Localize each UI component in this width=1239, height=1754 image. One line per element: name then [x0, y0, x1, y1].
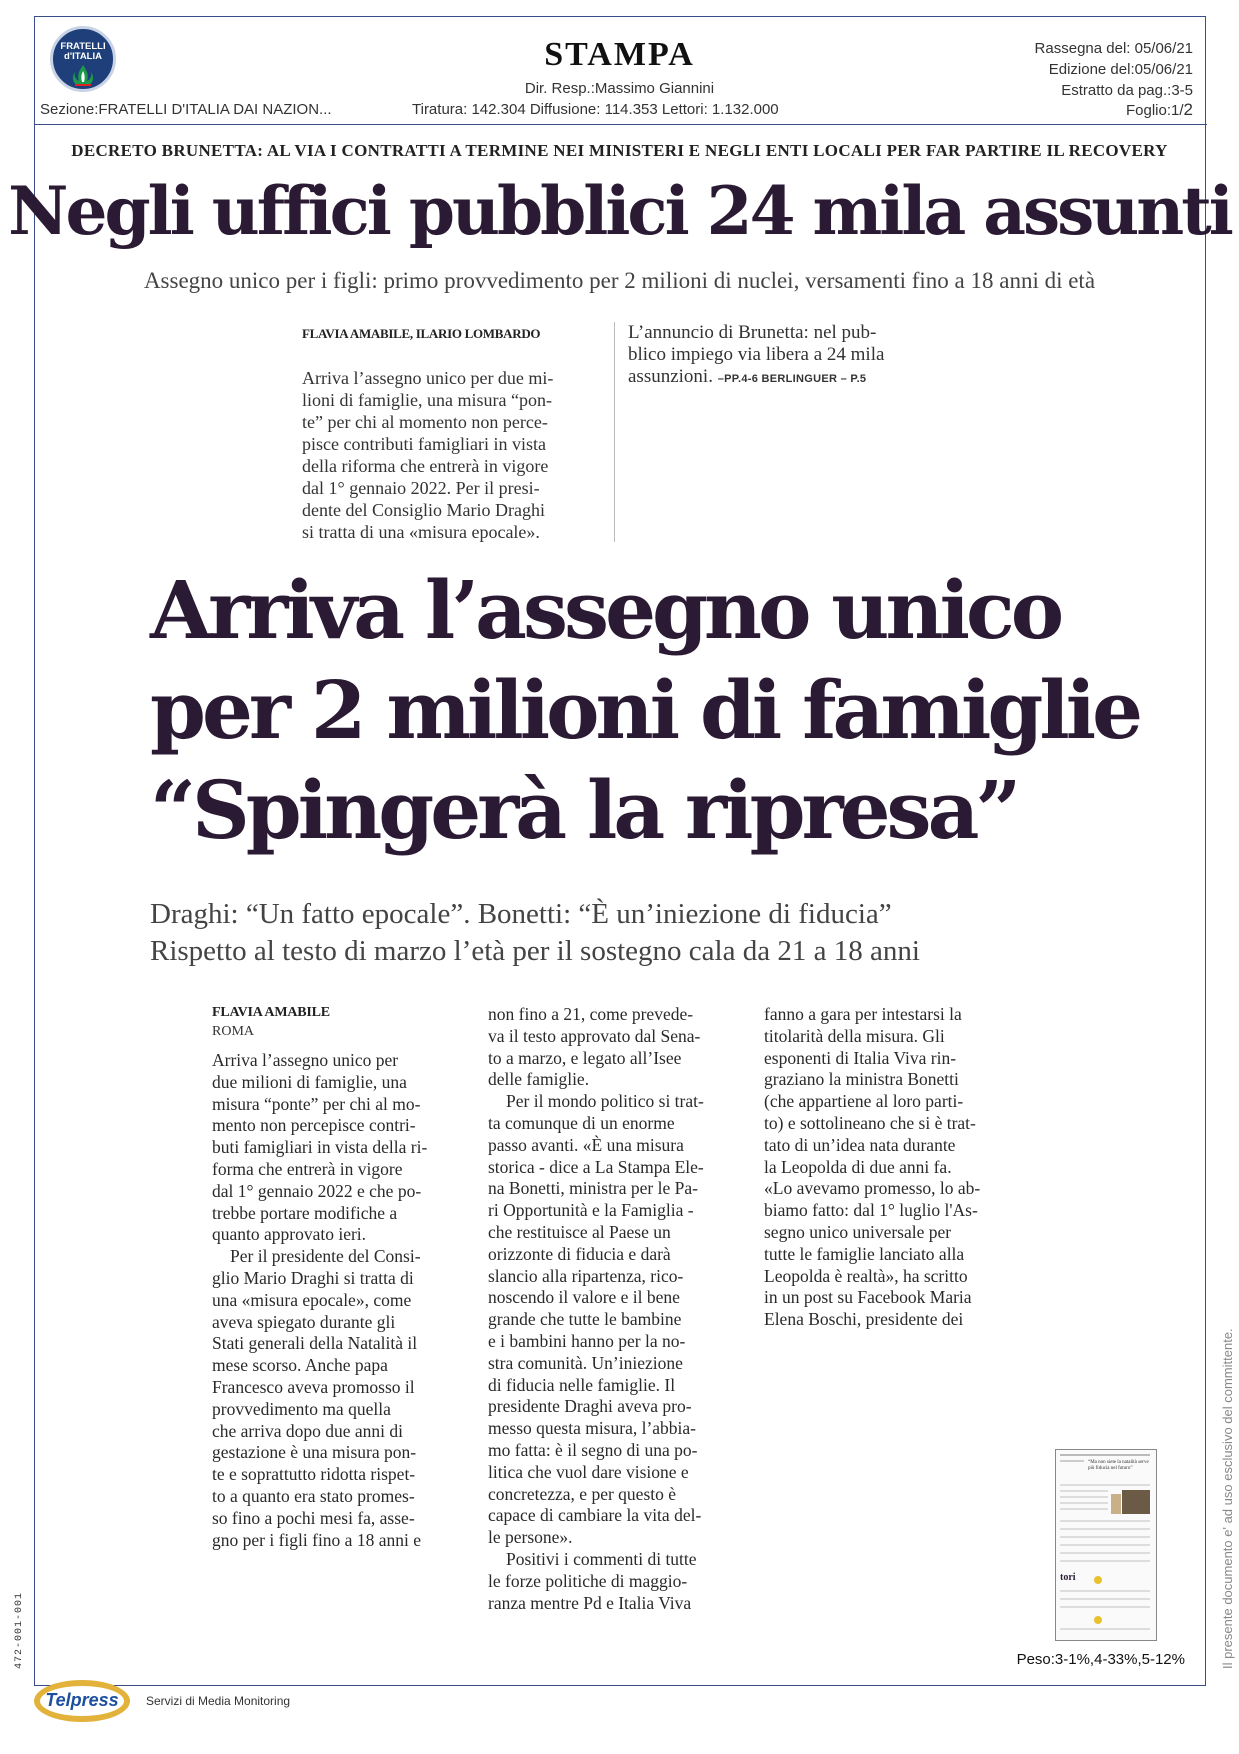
document-code: 472-001-001 — [14, 1591, 25, 1669]
body-line: na Bonetti, ministra per le Pa- — [488, 1178, 698, 1199]
body-line: buti famigliari in vista della ri- — [212, 1137, 428, 1158]
teaser-line: dal 1° gennaio 2022. Per il presi- — [302, 478, 540, 498]
thumbnail-rule — [1060, 1484, 1150, 1486]
circulation-stats: Tiratura: 142.304 Diffusione: 114.353 Lettori: 1.132.000 — [412, 101, 779, 118]
thumbnail-word: tori — [1060, 1572, 1076, 1583]
body-line: che arriva dopo due anni di — [212, 1420, 403, 1441]
body-line: non fino a 21, come prevede- — [488, 1004, 694, 1024]
body-column-3 — [764, 1004, 1016, 1331]
logo-text-line2: d'ITALIA — [64, 51, 102, 62]
body-line: orizzonte di fiducia e darà — [488, 1243, 671, 1264]
body-line: va il testo approvato dal Sena- — [488, 1025, 701, 1046]
teaser2-line: L’annuncio di Brunetta: nel pub- — [628, 322, 877, 343]
director-line: Dir. Resp.:Massimo Giannini — [524, 80, 715, 97]
page-reference: –PP.4-6 BERLINGUER – P.5 — [717, 373, 867, 385]
thumbnail-rule — [1060, 1460, 1084, 1462]
body-line: to a quanto era stato promes- — [212, 1485, 415, 1506]
page-thumbnail — [1055, 1449, 1157, 1641]
main-headline-line: Arriva l’assegno unico — [150, 563, 1061, 657]
body-line: passo avanti. «È una misura — [488, 1134, 684, 1155]
body-line: Leopolda è realtà», ha scritto — [764, 1265, 968, 1286]
body-line: capace di cambiare la vita del- — [488, 1505, 702, 1526]
thumbnail-rule — [1060, 1520, 1150, 1522]
body-line: ranza mentre Pd e Italia Viva — [488, 1592, 692, 1613]
summary-line: Draghi: “Un fatto epocale”. Bonetti: “È un’iniezione di fiducia” — [150, 898, 892, 930]
body-line: glio Mario Draghi si tratta di — [212, 1267, 414, 1288]
body-line: le forze politiche di maggio- — [488, 1570, 688, 1591]
section-label: Sezione:FRATELLI D'ITALIA DAI NAZION... — [40, 101, 332, 118]
article-headline-top: Negli uffici pubblici 24 mila assunti — [8, 172, 1231, 250]
body-line: segno unico universale per — [764, 1221, 952, 1242]
body-line: slancio alla ripartenza, rico- — [488, 1265, 684, 1286]
teaser2-line: assunzioni. — [628, 366, 713, 387]
thumbnail-rule — [1060, 1598, 1150, 1600]
body-line: in un post su Facebook Maria — [764, 1287, 972, 1308]
body-line: esponenti di Italia Viva rin- — [764, 1047, 957, 1068]
body-line: noscendo il valore e il bene — [488, 1287, 680, 1308]
body-line: Arriva l’assegno unico per — [212, 1050, 399, 1070]
body-line: messo questa misura, l’abbia- — [488, 1418, 697, 1439]
thumbnail-rule — [1060, 1560, 1150, 1562]
body-line: quanto approvato ieri. — [212, 1224, 367, 1245]
body-line: mento non percepisce contri- — [212, 1115, 416, 1136]
body-line: aveva spiegato durante gli — [212, 1311, 396, 1332]
teaser-line: Arriva l’assegno unico per due mi- — [302, 368, 554, 388]
body-line: mo fatta: è il segno di una po- — [488, 1439, 698, 1460]
teaser-line: lioni di famiglie, una misura “pon- — [302, 390, 552, 410]
header-dates — [1035, 38, 1193, 101]
body-line: gno per i figli fino a 18 anni e — [212, 1529, 421, 1550]
body-line: Positivi i commenti di tutte — [506, 1548, 697, 1569]
body-line: biamo fatto: dal 1° luglio l'As- — [764, 1200, 978, 1221]
body-line: ta comunque di un enorme — [488, 1112, 675, 1133]
body-line: Per il presidente del Consi- — [230, 1246, 421, 1267]
thumbnail-headline: “Ma non siete la natalità serve più fiducia nel futuro” — [1088, 1460, 1149, 1471]
thumbnail-badge-icon — [1094, 1616, 1102, 1624]
byline-main: FLAVIA AMABILE — [212, 1005, 330, 1020]
body-line: di fiducia nelle famiglie. Il — [488, 1374, 676, 1395]
thumbnail-rule — [1060, 1490, 1108, 1492]
body-line: Francesco aveva promosso il — [212, 1376, 415, 1397]
weight-percentages: Peso:3-1%,4-33%,5-12% — [1016, 1651, 1185, 1668]
body-line: dal 1° gennaio 2022 e che po- — [212, 1180, 422, 1201]
body-line: tutte le famiglie lanciato alla — [764, 1243, 965, 1264]
body-line: Stati generali della Natalità il — [212, 1333, 418, 1354]
body-line: forma che entrerà in vigore — [212, 1158, 403, 1179]
column-divider — [614, 322, 615, 542]
body-line: provvedimento ma quella — [212, 1398, 391, 1419]
sheet-label: Foglio:1/ — [1125, 102, 1184, 119]
thumbnail-rule — [1060, 1590, 1150, 1592]
main-headline-line: “Spingerà la ripresa” — [150, 763, 1018, 857]
body-column-2 — [488, 1004, 740, 1614]
telpress-logo — [34, 1680, 130, 1722]
teaser-line: dente del Consiglio Mario Draghi — [302, 500, 545, 520]
teaser-line: si tratta di una «misura epocale». — [302, 522, 540, 542]
body-line: Elena Boschi, presidente dei — [764, 1309, 964, 1330]
thumbnail-rule — [1060, 1508, 1108, 1510]
body-line: grande che tutte le bambine — [488, 1309, 682, 1330]
teaser-text — [302, 367, 602, 543]
body-line: to a marzo, e legato all’Isee — [488, 1047, 682, 1068]
footer-services: Servizi di Media Monitoring — [146, 1694, 291, 1708]
byline-top: FLAVIA AMABILE, ILARIO LOMBARDO — [302, 326, 541, 341]
sheet-number — [1126, 100, 1193, 120]
usage-notice: Il presente documento e' ad uso esclusivo del committente. — [1220, 1328, 1235, 1669]
headline-summary — [150, 896, 1110, 970]
body-line: le persone». — [488, 1527, 573, 1548]
body-line: presidente Draghi aveva pro- — [488, 1396, 692, 1417]
body-line: concretezza, e per questo è — [488, 1483, 677, 1504]
thumbnail-photo — [1111, 1494, 1121, 1514]
body-line: to) e sottolineano che si è trat- — [764, 1112, 976, 1133]
body-line: te e soprattutto ridotta rispet- — [212, 1464, 416, 1485]
telpress-logo-text: Telpress — [45, 1690, 119, 1710]
body-line: litica che vuol dare visione e — [488, 1461, 689, 1482]
estratto-pages: Estratto da pag.:3-5 — [1061, 82, 1193, 99]
body-line: delle famiglie. — [488, 1069, 590, 1090]
body-line: e i bambini hanno per la no- — [488, 1330, 686, 1351]
header-divider — [34, 124, 1207, 125]
body-line: Per il mondo politico si trat- — [506, 1091, 704, 1112]
body-line: che restituisce al Paese un — [488, 1221, 671, 1242]
thumbnail-rule — [1060, 1502, 1108, 1504]
body-line: misura “ponte” per chi al mo- — [212, 1093, 421, 1114]
main-headline-line: per 2 milioni di famiglie — [150, 663, 1140, 757]
body-line: fanno a gara per intestarsi la — [764, 1004, 962, 1024]
dateline-place: ROMA — [212, 1024, 255, 1039]
thumbnail-rule — [1060, 1606, 1150, 1608]
thumbnail-badge-icon — [1094, 1576, 1102, 1584]
edizione-date: Edizione del:05/06/21 — [1048, 61, 1193, 78]
teaser-line: pisce contributi famigliari in vista — [302, 434, 546, 454]
article-subheadline-top: Assegno unico per i figli: primo provvedimento per 2 milioni di nuclei, versamenti fino a 18 anni di età — [143, 268, 1096, 293]
body-line: la Leopolda di due anni fa. — [764, 1156, 952, 1177]
body-line: trebbe portare modifiche a — [212, 1202, 398, 1223]
body-line: una «misura epocale», come — [212, 1289, 412, 1310]
thumbnail-rule — [1060, 1544, 1150, 1546]
brunetta-teaser — [628, 322, 948, 390]
main-headline — [150, 560, 1150, 860]
body-line: ri Opportunità e la Famiglia - — [488, 1200, 694, 1221]
body-line: (che appartiene al loro parti- — [764, 1091, 964, 1112]
thumbnail-rule — [1060, 1528, 1150, 1530]
publication-name: STAMPA — [544, 36, 695, 73]
teaser-line: della riforma che entrerà in vigore — [302, 456, 549, 476]
teaser-line: te” per chi al momento non perce- — [302, 412, 548, 432]
thumbnail-rule — [1060, 1496, 1108, 1498]
rassegna-date: Rassegna del: 05/06/21 — [1034, 40, 1193, 57]
logo-text-line1: FRATELLI — [60, 41, 106, 52]
teaser2-line-last — [628, 366, 948, 390]
body-line: so fino a pochi mesi fa, asse- — [212, 1507, 415, 1528]
body-line: «Lo avevamo promesso, lo ab- — [764, 1178, 981, 1199]
body-line: stra comunità. Un’iniezione — [488, 1352, 683, 1373]
thumbnail-rule — [1060, 1454, 1150, 1456]
thumbnail-rule — [1060, 1552, 1150, 1554]
body-line: mese scorso. Anche papa — [212, 1355, 388, 1376]
summary-line: Rispetto al testo di marzo l’età per il sostegno cala da 21 a 18 anni — [150, 935, 920, 967]
teaser2-line: blico impiego via libera a 24 mila — [628, 344, 885, 365]
thumbnail-rule — [1060, 1536, 1150, 1538]
sheet-count: 2 — [1183, 100, 1193, 119]
body-column-1 — [212, 1050, 464, 1551]
body-line: graziano la ministra Bonetti — [764, 1069, 959, 1090]
body-line: storica - dice a La Stampa Ele- — [488, 1156, 704, 1177]
body-line: gestazione è una misura pon- — [212, 1442, 417, 1463]
thumbnail-photo — [1122, 1490, 1150, 1514]
body-line: titolarità della misura. Gli — [764, 1025, 945, 1046]
body-line: tato di un’idea nata durante — [764, 1134, 956, 1155]
article-kicker: DECRETO BRUNETTA: AL VIA I CONTRATTI A TERMINE NEI MINISTERI E NEGLI ENTI LOCALI PER FAR PARTIRE IL RECOVERY — [71, 141, 1168, 160]
body-line: due milioni di famiglie, una — [212, 1071, 407, 1092]
thumbnail-rule — [1060, 1628, 1150, 1630]
